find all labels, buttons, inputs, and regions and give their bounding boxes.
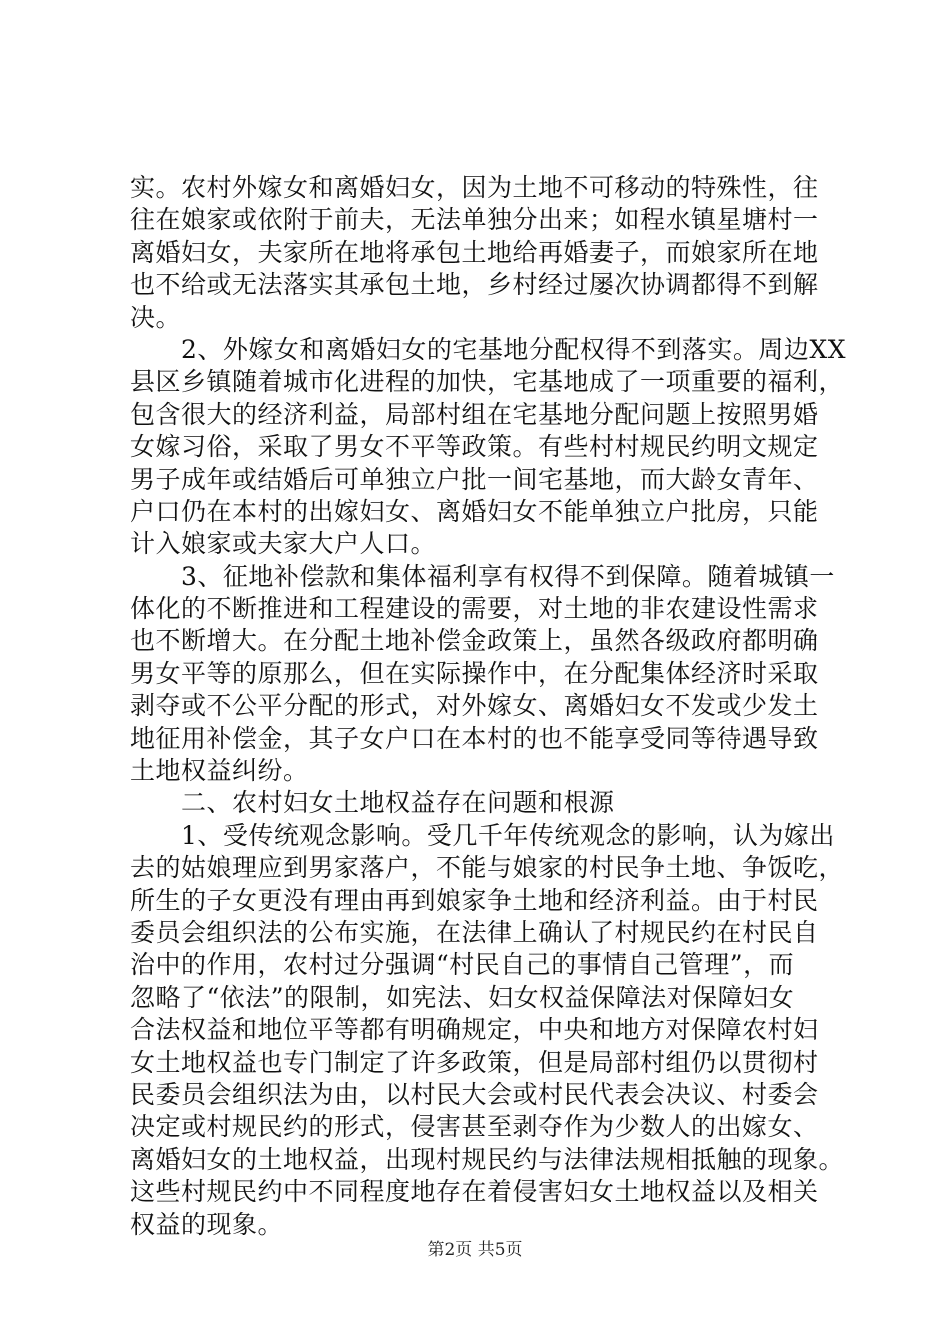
- text-line: 民委员会组织法为由，以村民大会或村民代表会决议、村委会: [130, 1079, 819, 1109]
- text-line: 女嫁习俗，采取了男女不平等政策。有些村村规民约明文规定: [130, 432, 819, 462]
- text-line: 县区乡镇随着城市化进程的加快，宅基地成了一项重要的福利，: [130, 367, 845, 397]
- page-number: 第2页 共5页: [427, 1240, 523, 1260]
- text-line: 往在娘家或依附于前夫，无法单独分出来；如程水镇星塘村一: [130, 205, 819, 235]
- text-line: 也不断增大。在分配土地补偿金政策上，虽然各级政府都明确: [130, 626, 819, 656]
- text-line: 去的姑娘理应到男家落户，不能与娘家的村民争土地、争饭吃，: [130, 853, 845, 883]
- section-heading: 二、农村妇女土地权益存在问题和根源: [130, 788, 615, 818]
- text-line: 地征用补偿金，其子女户口在本村的也不能享受同等待遇导致: [130, 723, 819, 753]
- text-line: 土地权益纠纷。: [130, 756, 309, 786]
- text-line: 这些村规民约中不同程度地存在着侵害妇女土地权益以及相关: [130, 1177, 819, 1207]
- text-line: 1、受传统观念影响。受几千年传统观念的影响，认为嫁出: [130, 820, 835, 850]
- text-line: 决定或村规民约的形式，侵害甚至剥夺作为少数人的出嫁女、: [130, 1112, 819, 1142]
- text-line: 计入娘家或夫家大户人口。: [130, 529, 437, 559]
- text-line: 所生的子女更没有理由再到娘家争土地和经济利益。由于村民: [130, 885, 819, 915]
- text-line: 决。: [130, 302, 182, 332]
- text-line: 离婚妇女，夫家所在地将承包土地给再婚妻子，而娘家所在地: [130, 237, 819, 267]
- text-line: 男女平等的原那么，但在实际操作中，在分配集体经济时采取: [130, 658, 819, 688]
- text-line: 体化的不断推进和工程建设的需要，对土地的非农建设性需求: [130, 594, 819, 624]
- text-line: 权益的现象。: [130, 1209, 284, 1239]
- text-line: 包含很大的经济利益，局部村组在宅基地分配问题上按照男婚: [130, 399, 819, 429]
- text-line: 男子成年或结婚后可单独立户批一间宅基地，而大龄女青年、: [130, 464, 819, 494]
- text-line: 忽略了“依法”的限制，如宪法、妇女权益保障法对保障妇女: [130, 982, 795, 1012]
- text-line: 户口仍在本村的出嫁妇女、离婚妇女不能单独立户批房，只能: [130, 496, 819, 526]
- text-line: 离婚妇女的土地权益，出现村规民约与法律法规相抵触的现象。: [130, 1144, 845, 1174]
- text-line: 合法权益和地位平等都有明确规定，中央和地方对保障农村妇: [130, 1015, 819, 1045]
- text-line: 治中的作用，农村过分强调“村民自己的事情自己管理”，而: [130, 950, 795, 980]
- text-line: 2、外嫁女和离婚妇女的宅基地分配权得不到落实。周边XX: [130, 334, 847, 364]
- text-line: 也不给或无法落实其承包土地，乡村经过屡次协调都得不到解: [130, 270, 819, 300]
- text-line: 实。农村外嫁女和离婚妇女，因为土地不可移动的特殊性，往: [130, 173, 819, 202]
- text-line: 委员会组织法的公布实施，在法律上确认了村规民约在村民自: [130, 917, 819, 947]
- body-text: [130, 172, 847, 1241]
- text-line: 剥夺或不公平分配的形式，对外嫁女、离婚妇女不发或少发土: [130, 691, 819, 721]
- text-line: 女土地权益也专门制定了许多政策，但是局部村组仍以贯彻村: [130, 1047, 819, 1077]
- text-line: 3、征地补偿款和集体福利享有权得不到保障。随着城镇一: [130, 561, 835, 591]
